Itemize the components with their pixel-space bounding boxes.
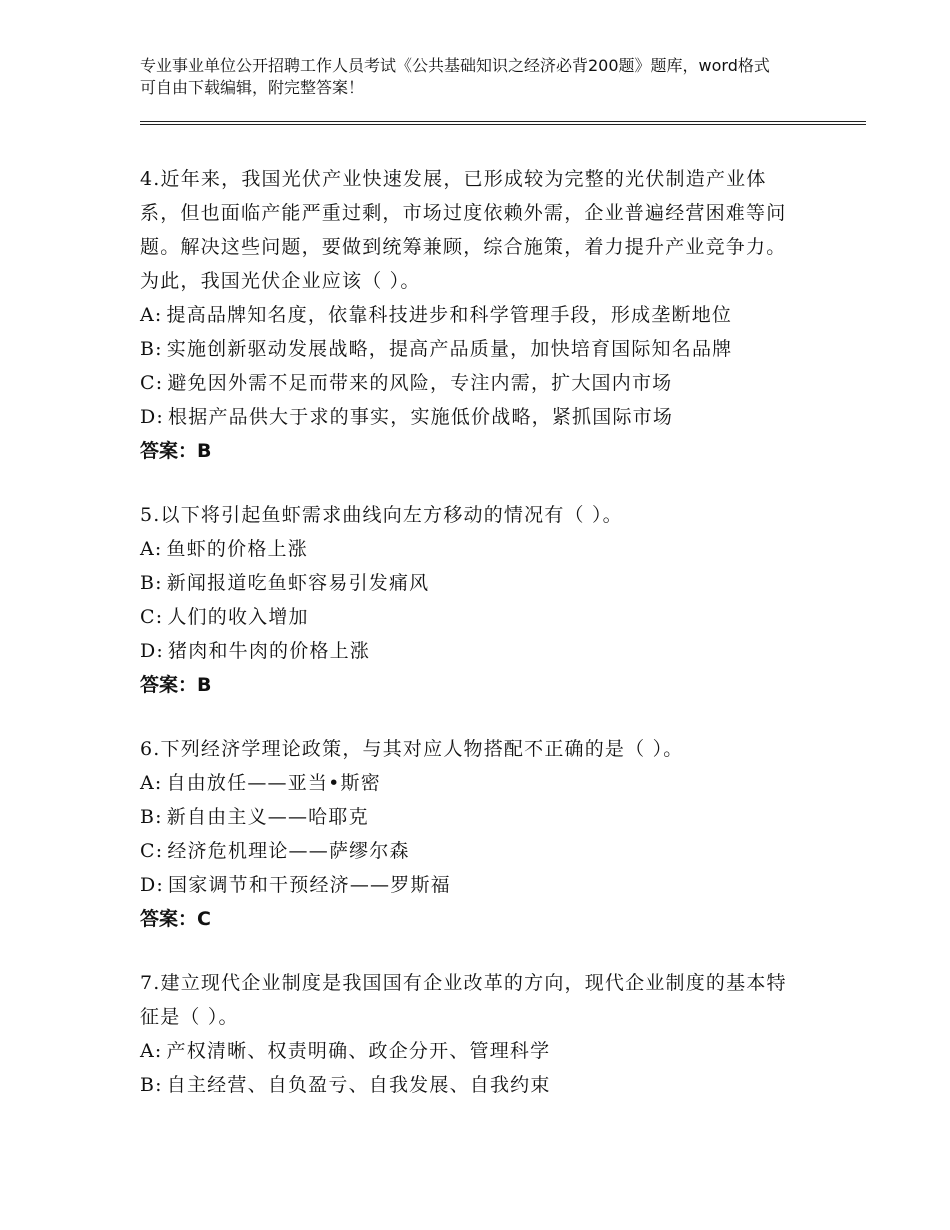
answer-line: 答案：C <box>140 908 211 930</box>
question-4 <box>140 162 800 468</box>
option-a <box>140 1034 800 1068</box>
option-d <box>140 868 800 902</box>
option-letter: A: <box>140 1040 163 1062</box>
option-letter: C: <box>140 840 164 862</box>
option-b <box>140 1068 800 1102</box>
option-text: 自主经营、自负盈亏、自我发展、自我约束 <box>166 1074 551 1096</box>
option-a <box>140 532 800 566</box>
question-6 <box>140 732 800 936</box>
question-list <box>140 162 800 1132</box>
answer-line: 答案：B <box>140 674 212 696</box>
option-letter: D: <box>140 874 165 896</box>
option-b <box>140 332 800 366</box>
option-c <box>140 600 800 634</box>
option-letter: C: <box>140 606 164 628</box>
option-a <box>140 766 800 800</box>
question-stem: 5.以下将引起鱼虾需求曲线向左方移动的情况有（ ）。 <box>140 504 623 526</box>
option-text: 人们的收入增加 <box>167 606 309 628</box>
option-letter: A: <box>140 772 163 794</box>
question-stem: 6.下列经济学理论政策，与其对应人物搭配不正确的是（ ）。 <box>140 738 684 760</box>
document-header <box>140 55 780 99</box>
option-letter: B: <box>140 338 163 360</box>
option-text: 实施创新驱动发展战略，提高产品质量，加快培育国际知名品牌 <box>166 338 733 360</box>
option-text: 自由放任——亚当•斯密 <box>166 772 381 794</box>
question-stem: 4.近年来，我国光伏产业快速发展，已形成较为完整的光伏制造产业体系，但也面临产能严重过剩，市场过度依赖外需，企业普遍经营困难等问题。解决这些问题，要做到统筹兼顾，综合施策，着力提升产业竞争力。为此，我国光伏企业应该（ ）。 <box>140 168 787 292</box>
option-text: 根据产品供大于求的事实，实施低价战略，紧抓国际市场 <box>168 406 674 428</box>
option-letter: B: <box>140 806 163 828</box>
document-title: 专业事业单位公开招聘工作人员考试《公共基础知识之经济必背200题》题库，word格式可自由下载编辑，附完整答案！ <box>140 56 770 97</box>
option-text: 新闻报道吃鱼虾容易引发痛风 <box>166 572 430 594</box>
option-text: 经济危机理论——萨缪尔森 <box>167 840 410 862</box>
option-text: 国家调节和干预经济——罗斯福 <box>168 874 451 896</box>
option-b <box>140 800 800 834</box>
option-letter: D: <box>140 640 165 662</box>
option-letter: C: <box>140 372 164 394</box>
option-text: 猪肉和牛肉的价格上涨 <box>168 640 371 662</box>
option-b <box>140 566 800 600</box>
header-divider-second <box>140 124 866 125</box>
option-d <box>140 400 800 434</box>
option-letter: B: <box>140 572 163 594</box>
answer-line: 答案：B <box>140 440 212 462</box>
option-c <box>140 834 800 868</box>
option-a <box>140 298 800 332</box>
option-text: 提高品牌知名度，依靠科技进步和科学管理手段，形成垄断地位 <box>166 304 733 326</box>
question-stem: 7.建立现代企业制度是我国国有企业改革的方向，现代企业制度的基本特征是（ ）。 <box>140 972 787 1028</box>
option-letter: B: <box>140 1074 163 1096</box>
option-letter: D: <box>140 406 165 428</box>
option-c <box>140 366 800 400</box>
header-divider <box>140 121 866 122</box>
option-letter: A: <box>140 538 163 560</box>
option-letter: A: <box>140 304 163 326</box>
question-5 <box>140 498 800 702</box>
option-text: 鱼虾的价格上涨 <box>166 538 308 560</box>
option-text: 避免因外需不足而带来的风险，专注内需，扩大国内市场 <box>167 372 673 394</box>
option-d <box>140 634 800 668</box>
option-text: 新自由主义——哈耶克 <box>166 806 369 828</box>
question-7 <box>140 966 800 1102</box>
option-text: 产权清晰、权责明确、政企分开、管理科学 <box>166 1040 551 1062</box>
